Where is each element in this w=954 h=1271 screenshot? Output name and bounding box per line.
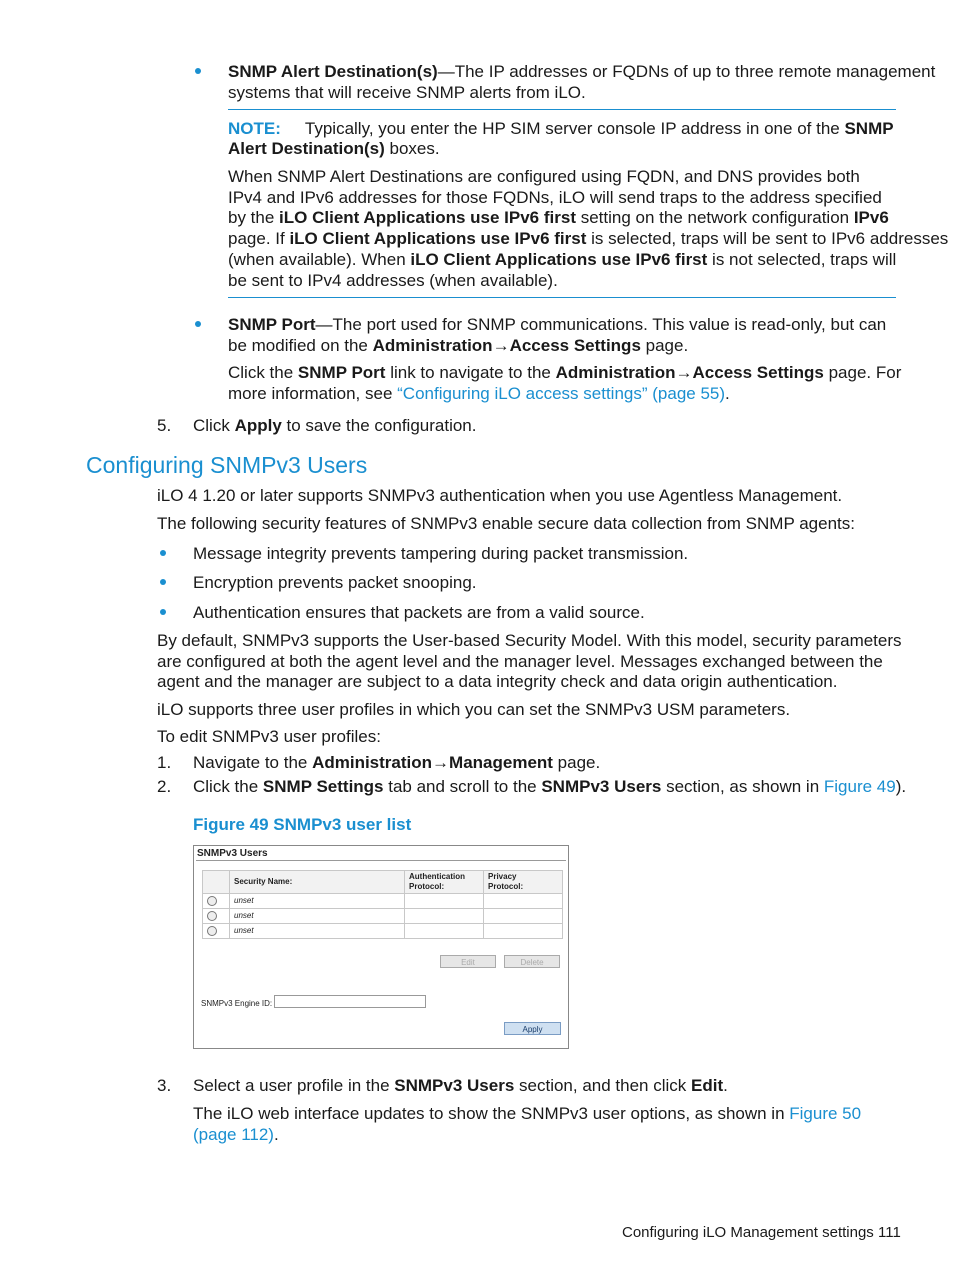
security-name-header: Security Name: bbox=[230, 871, 405, 894]
select-cell[interactable] bbox=[203, 894, 230, 909]
note-bottom-rule bbox=[228, 297, 896, 298]
note-p2-line1: When SNMP Alert Destinations are configured using FQDN, and DNS provides both bbox=[228, 167, 860, 186]
note-p2-line3: by the iLO Client Applications use IPv6 first setting on the network configuration IPv6 bbox=[228, 208, 889, 227]
section-heading: Configuring SNMPv3 Users bbox=[86, 452, 368, 478]
user-radio[interactable] bbox=[207, 926, 217, 936]
select-column-header bbox=[203, 871, 230, 894]
step3-para-line2: (page 112). bbox=[193, 1125, 279, 1144]
bullet-marker bbox=[195, 321, 201, 327]
table-row[interactable] bbox=[203, 909, 563, 924]
access-settings-link[interactable]: “Configuring iLO access settings” (page 55) bbox=[397, 384, 726, 403]
step5-text: Click Apply to save the configuration. bbox=[193, 416, 477, 435]
table-row[interactable] bbox=[203, 894, 563, 909]
snmp-alert-bullet-line2: systems that will receive SNMP alerts from iLO. bbox=[228, 83, 586, 102]
step-number: 5. bbox=[157, 416, 172, 435]
note-p2-line6: be sent to IPv4 addresses (when available). bbox=[228, 271, 558, 290]
list-item: Encryption prevents packet snooping. bbox=[193, 573, 477, 592]
page-112-link[interactable]: (page 112) bbox=[193, 1125, 274, 1144]
paragraph-line: are configured at both the agent level and the manager level. Messages exchanged between the bbox=[157, 652, 883, 671]
note-p2-line2: IPv4 and IPv6 addresses for those FQDNs, iLO will send traps to the address specified bbox=[228, 188, 882, 207]
figure-title-rule bbox=[196, 860, 566, 861]
list-item: Message integrity prevents tampering during packet transmission. bbox=[193, 544, 689, 563]
paragraph: iLO 4 1.20 or later supports SNMPv3 authentication when you use Agentless Management. bbox=[157, 486, 843, 505]
snmpv3-users-figure bbox=[193, 845, 569, 1049]
paragraph-line: By default, SNMPv3 supports the User-based Security Model. With this model, security parameters bbox=[157, 631, 902, 650]
figure-panel-title: SNMPv3 Users bbox=[197, 848, 268, 859]
bullet-marker bbox=[160, 579, 166, 585]
bullet-marker bbox=[195, 68, 201, 74]
user-radio[interactable] bbox=[207, 911, 217, 921]
note-line1: NOTE: Typically, you enter the HP SIM server console IP address in one of the SNMP bbox=[228, 119, 894, 138]
engine-id-input[interactable] bbox=[274, 995, 426, 1008]
select-cell[interactable] bbox=[203, 909, 230, 924]
paragraph: The following security features of SNMPv3 enable secure data collection from SNMP agents: bbox=[157, 514, 855, 533]
privacy-cell bbox=[484, 924, 563, 939]
step1-text: Navigate to the Administration→Management page. bbox=[193, 753, 601, 772]
paragraph: iLO supports three user profiles in which you can set the SNMPv3 USM parameters. bbox=[157, 700, 791, 719]
snmpv3-user-table bbox=[202, 870, 563, 939]
step-number: 3. bbox=[157, 1076, 172, 1095]
note-top-rule bbox=[228, 109, 896, 110]
auth-cell bbox=[405, 894, 484, 909]
bullet-marker bbox=[160, 550, 166, 556]
note-label: NOTE: bbox=[228, 119, 281, 138]
delete-button[interactable]: Delete bbox=[504, 955, 560, 968]
privacy-protocol-header: Privacy Protocol: bbox=[484, 871, 563, 894]
security-name-cell: unset bbox=[230, 924, 405, 939]
footer-section-title: Configuring iLO Management settings bbox=[622, 1224, 874, 1241]
step3-para-line1: The iLO web interface updates to show the SNMPv3 user options, as shown in Figure 50 bbox=[193, 1104, 862, 1123]
step3-text: Select a user profile in the SNMPv3 Users section, and then click Edit. bbox=[193, 1076, 728, 1095]
user-radio[interactable] bbox=[207, 896, 217, 906]
figure-50-link[interactable]: Figure 50 bbox=[789, 1104, 862, 1123]
snmp-port-p2-line1: Click the SNMP Port link to navigate to the Administration→Access Settings page. For bbox=[228, 363, 902, 382]
step-number: 1. bbox=[157, 753, 172, 772]
paragraph-line: agent and the manager are subject to a data integrity check and data origin authentication. bbox=[157, 672, 838, 691]
engine-id-label: SNMPv3 Engine ID: bbox=[201, 999, 273, 1008]
note-line2: Alert Destination(s) boxes. bbox=[228, 139, 440, 158]
bullet-marker bbox=[160, 609, 166, 615]
select-cell[interactable] bbox=[203, 924, 230, 939]
footer-page-number: 111 bbox=[878, 1224, 901, 1241]
figure-caption: Figure 49 SNMPv3 user list bbox=[193, 815, 412, 834]
apply-button[interactable]: Apply bbox=[504, 1022, 561, 1035]
note-p2-line5: (when available). When iLO Client Applications use IPv6 first is not selected, traps will bbox=[228, 250, 897, 269]
snmp-alert-bullet-line1: SNMP Alert Destination(s)—The IP addresses or FQDNs of up to three remote management bbox=[228, 62, 936, 81]
security-name-cell: unset bbox=[230, 894, 405, 909]
figure-49-link[interactable]: Figure 49 bbox=[823, 777, 896, 796]
step-number: 2. bbox=[157, 777, 172, 796]
note-p2-line4: page. If iLO Client Applications use IPv6 first is selected, traps will be sent to IPv6 addresses bbox=[228, 229, 949, 248]
paragraph: To edit SNMPv3 user profiles: bbox=[157, 727, 381, 746]
auth-protocol-header: Authentication Protocol: bbox=[405, 871, 484, 894]
auth-cell bbox=[405, 909, 484, 924]
auth-cell bbox=[405, 924, 484, 939]
snmp-port-bullet-line1: SNMP Port—The port used for SNMP communications. This value is read-only, but can bbox=[228, 315, 887, 334]
security-name-cell: unset bbox=[230, 909, 405, 924]
table-row[interactable] bbox=[203, 924, 563, 939]
edit-button[interactable]: Edit bbox=[440, 955, 496, 968]
privacy-cell bbox=[484, 894, 563, 909]
step2-text: Click the SNMP Settings tab and scroll to the SNMPv3 Users section, as shown in Figure 49). bbox=[193, 777, 907, 796]
snmp-port-bullet-line2: be modified on the Administration→Access Settings page. bbox=[228, 336, 689, 355]
list-item: Authentication ensures that packets are from a valid source. bbox=[193, 603, 645, 622]
privacy-cell bbox=[484, 909, 563, 924]
table-header-row bbox=[203, 871, 563, 894]
snmp-port-p2-line2: more information, see “Configuring iLO access settings” (page 55). bbox=[228, 384, 730, 403]
